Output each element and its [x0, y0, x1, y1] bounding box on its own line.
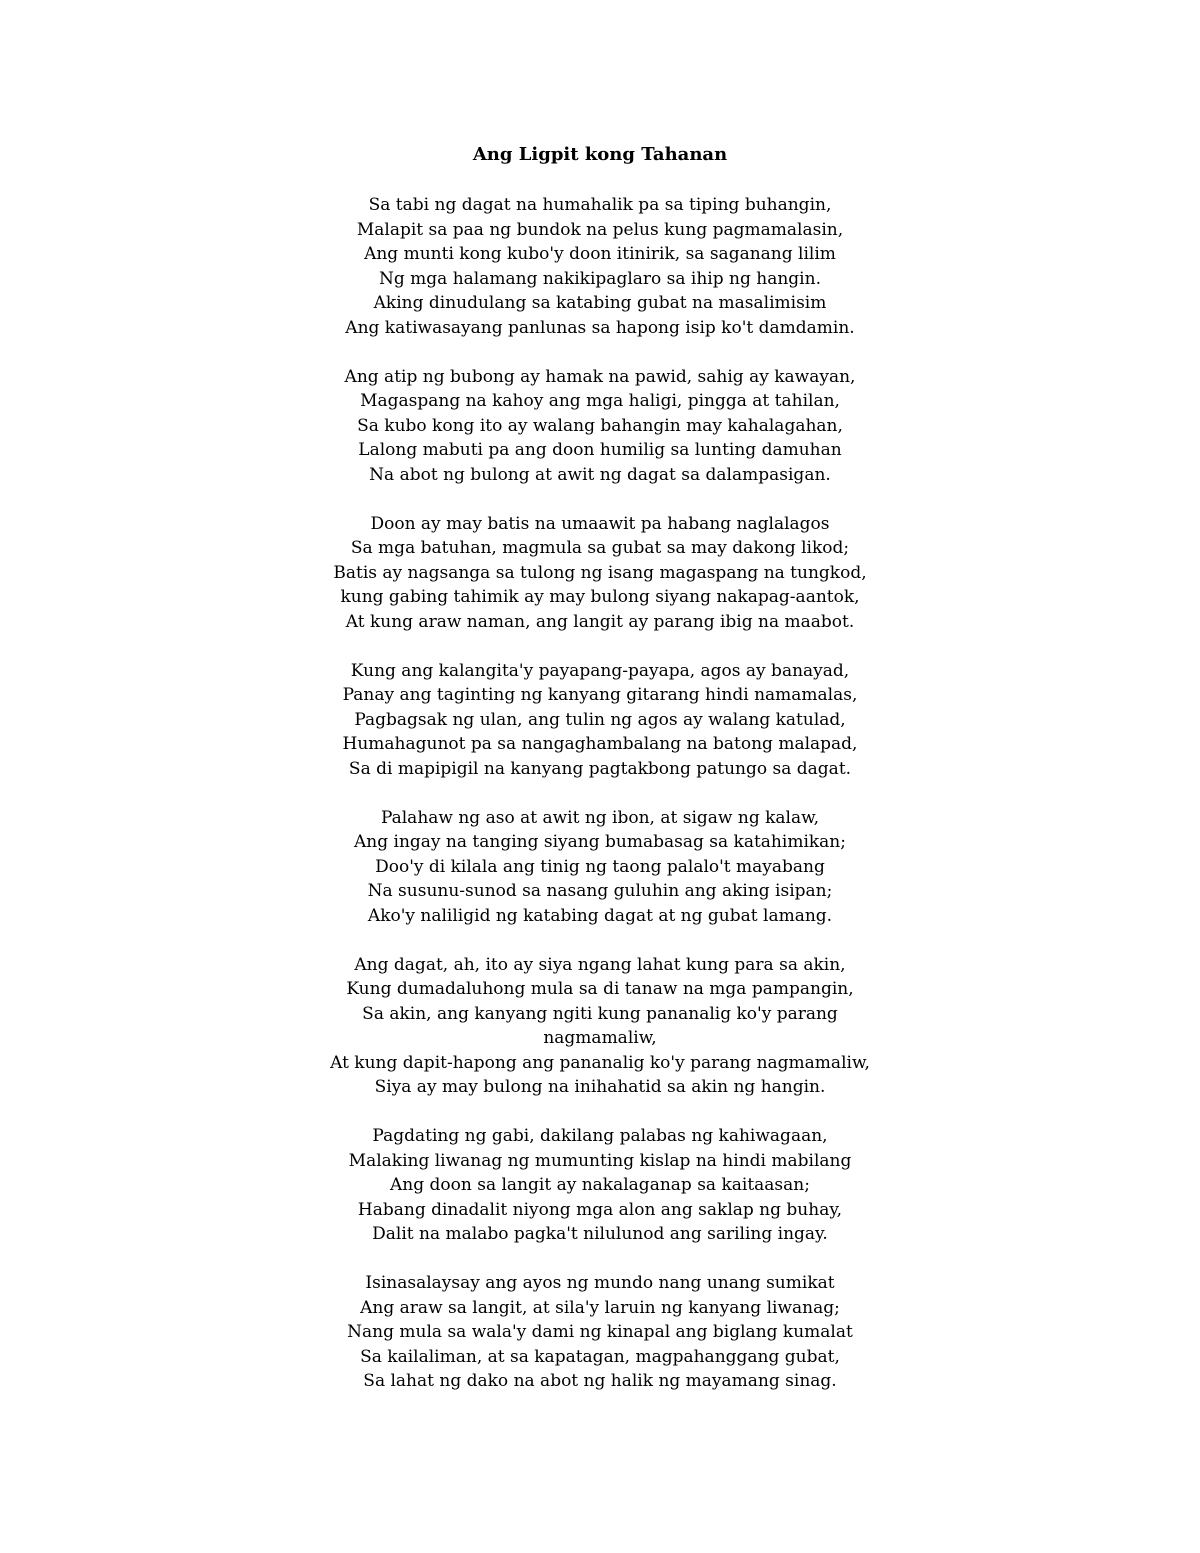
stanza-7 [0, 1124, 1200, 1247]
poem-line: Sa lahat ng dako na abot ng halik ng mayamang sinag. [363, 1371, 837, 1391]
poem-line: Siya ay may bulong na inihahatid sa akin ng hangin. [374, 1077, 826, 1097]
stanza-6 [0, 953, 1200, 1100]
stanza-4 [0, 659, 1200, 782]
poem-line: Doo'y di kilala ang tinig ng taong palalo't mayabang [375, 856, 825, 877]
poem-line: Malapit sa paa ng bundok na pelus kung pagmamalasin, [356, 219, 844, 240]
poem-line: Ang katiwasayang panlunas sa hapong isip ko't damdamin. [345, 317, 855, 338]
poem-body [0, 193, 1200, 1418]
poem-line: Aking dinudulang sa katabing gubat na masalimisim [373, 293, 827, 313]
poem-line: Kung dumadaluhong mula sa di tanaw na mga pampangin, [346, 979, 854, 999]
stanza-3 [0, 512, 1200, 635]
poem-line: Doon ay may batis na umaawit pa habang naglalagos [370, 513, 830, 534]
poem-line: Ako'y naliligid ng katabing dagat at ng gubat lamang. [367, 905, 833, 926]
poem-line: Magaspang na kahoy ang mga haligi, pingga at tahilan, [360, 391, 840, 411]
poem-line: Sa tabi ng dagat na humahalik pa sa tiping buhangin, [368, 195, 832, 215]
poem-line: Habang dinadalit niyong mga alon ang saklap ng buhay, [357, 1199, 843, 1220]
poem-line: Sa kailaliman, at sa kapatagan, magpahanggang gubat, [360, 1346, 840, 1367]
poem-line: Humahagunot pa sa nangaghambalang na batong malapad, [342, 734, 858, 754]
poem-line: Sa kubo kong ito ay walang bahangin may kahalagahan, [357, 415, 843, 436]
poem-line: Dalit na malabo pagka't nilulunod ang sariling ingay. [372, 1224, 828, 1244]
poem-line: Isinasalaysay ang ayos ng mundo nang unang sumikat [365, 1273, 835, 1293]
poem-line: Ang dagat, ah, ito ay siya ngang lahat kung para sa akin, [354, 954, 846, 975]
stanza-2 [0, 365, 1200, 488]
poem-line: Sa mga batuhan, magmula sa gubat sa may dakong likod; [350, 538, 850, 558]
poem-line: Batis ay nagsanga sa tulong ng isang magaspang na tungkod, [333, 562, 867, 583]
stanza-5 [0, 806, 1200, 929]
poem-line: Ang doon sa langit ay nakalaganap sa kaitaasan; [390, 1175, 810, 1195]
poem-line: At kung dapit-hapong ang pananalig ko'y parang nagmamaliw, [330, 1052, 870, 1073]
stanza-8 [0, 1271, 1200, 1394]
poem-line: Malaking liwanag ng mumunting kislap na hindi mabilang [348, 1150, 852, 1171]
poem-line: Pagdating ng gabi, dakilang palabas ng kahiwagaan, [372, 1126, 828, 1146]
poem-line: Nang mula sa wala'y dami ng kinapal ang biglang kumalat [347, 1322, 853, 1342]
poem-line: Lalong mabuti pa ang doon humilig sa lunting damuhan [358, 440, 842, 460]
poem-line: kung gabing tahimik ay may bulong siyang nakapag-aantok, [340, 587, 860, 607]
poem-line: Sa di mapipigil na kanyang pagtakbong patungo sa dagat. [348, 758, 852, 779]
poem-line: Ng mga halamang nakikipaglaro sa ihip ng hangin. [379, 268, 821, 289]
poem-title: Ang Ligpit kong Tahanan [472, 144, 728, 165]
poem-line: Sa akin, ang kanyang ngiti kung pananalig ko'y parang [362, 1003, 838, 1024]
poem-line: Pagbagsak ng ulan, ang tulin ng agos ay walang katulad, [354, 709, 846, 730]
stanza-1 [0, 193, 1200, 340]
poem-line: Palahaw ng aso at awit ng ibon, at sigaw ng kalaw, [380, 807, 820, 828]
poem-line: Ang araw sa langit, at sila'y laruin ng kanyang liwanag; [360, 1297, 840, 1318]
poem-line: Panay ang taginting ng kanyang gitarang hindi namamalas, [342, 685, 858, 705]
poem-line: Ang atip ng bubong ay hamak na pawid, sahig ay kawayan, [344, 366, 856, 387]
poem-line: Ang ingay na tanging siyang bumabasag sa katahimikan; [354, 832, 846, 852]
poem-line: At kung araw naman, ang langit ay parang ibig na maabot. [345, 611, 855, 632]
poem-line: Kung ang kalangita'y payapang-payapa, agos ay banayad, [350, 660, 850, 681]
poem-line: Na susunu-sunod sa nasang guluhin ang aking isipan; [367, 881, 833, 901]
poem-line: nagmamaliw, [543, 1028, 657, 1048]
poem-line: Ang munti kong kubo'y doon itinirik, sa saganang lilim [364, 244, 836, 264]
poem-line: Na abot ng bulong at awit ng dagat sa dalampasigan. [369, 464, 831, 485]
